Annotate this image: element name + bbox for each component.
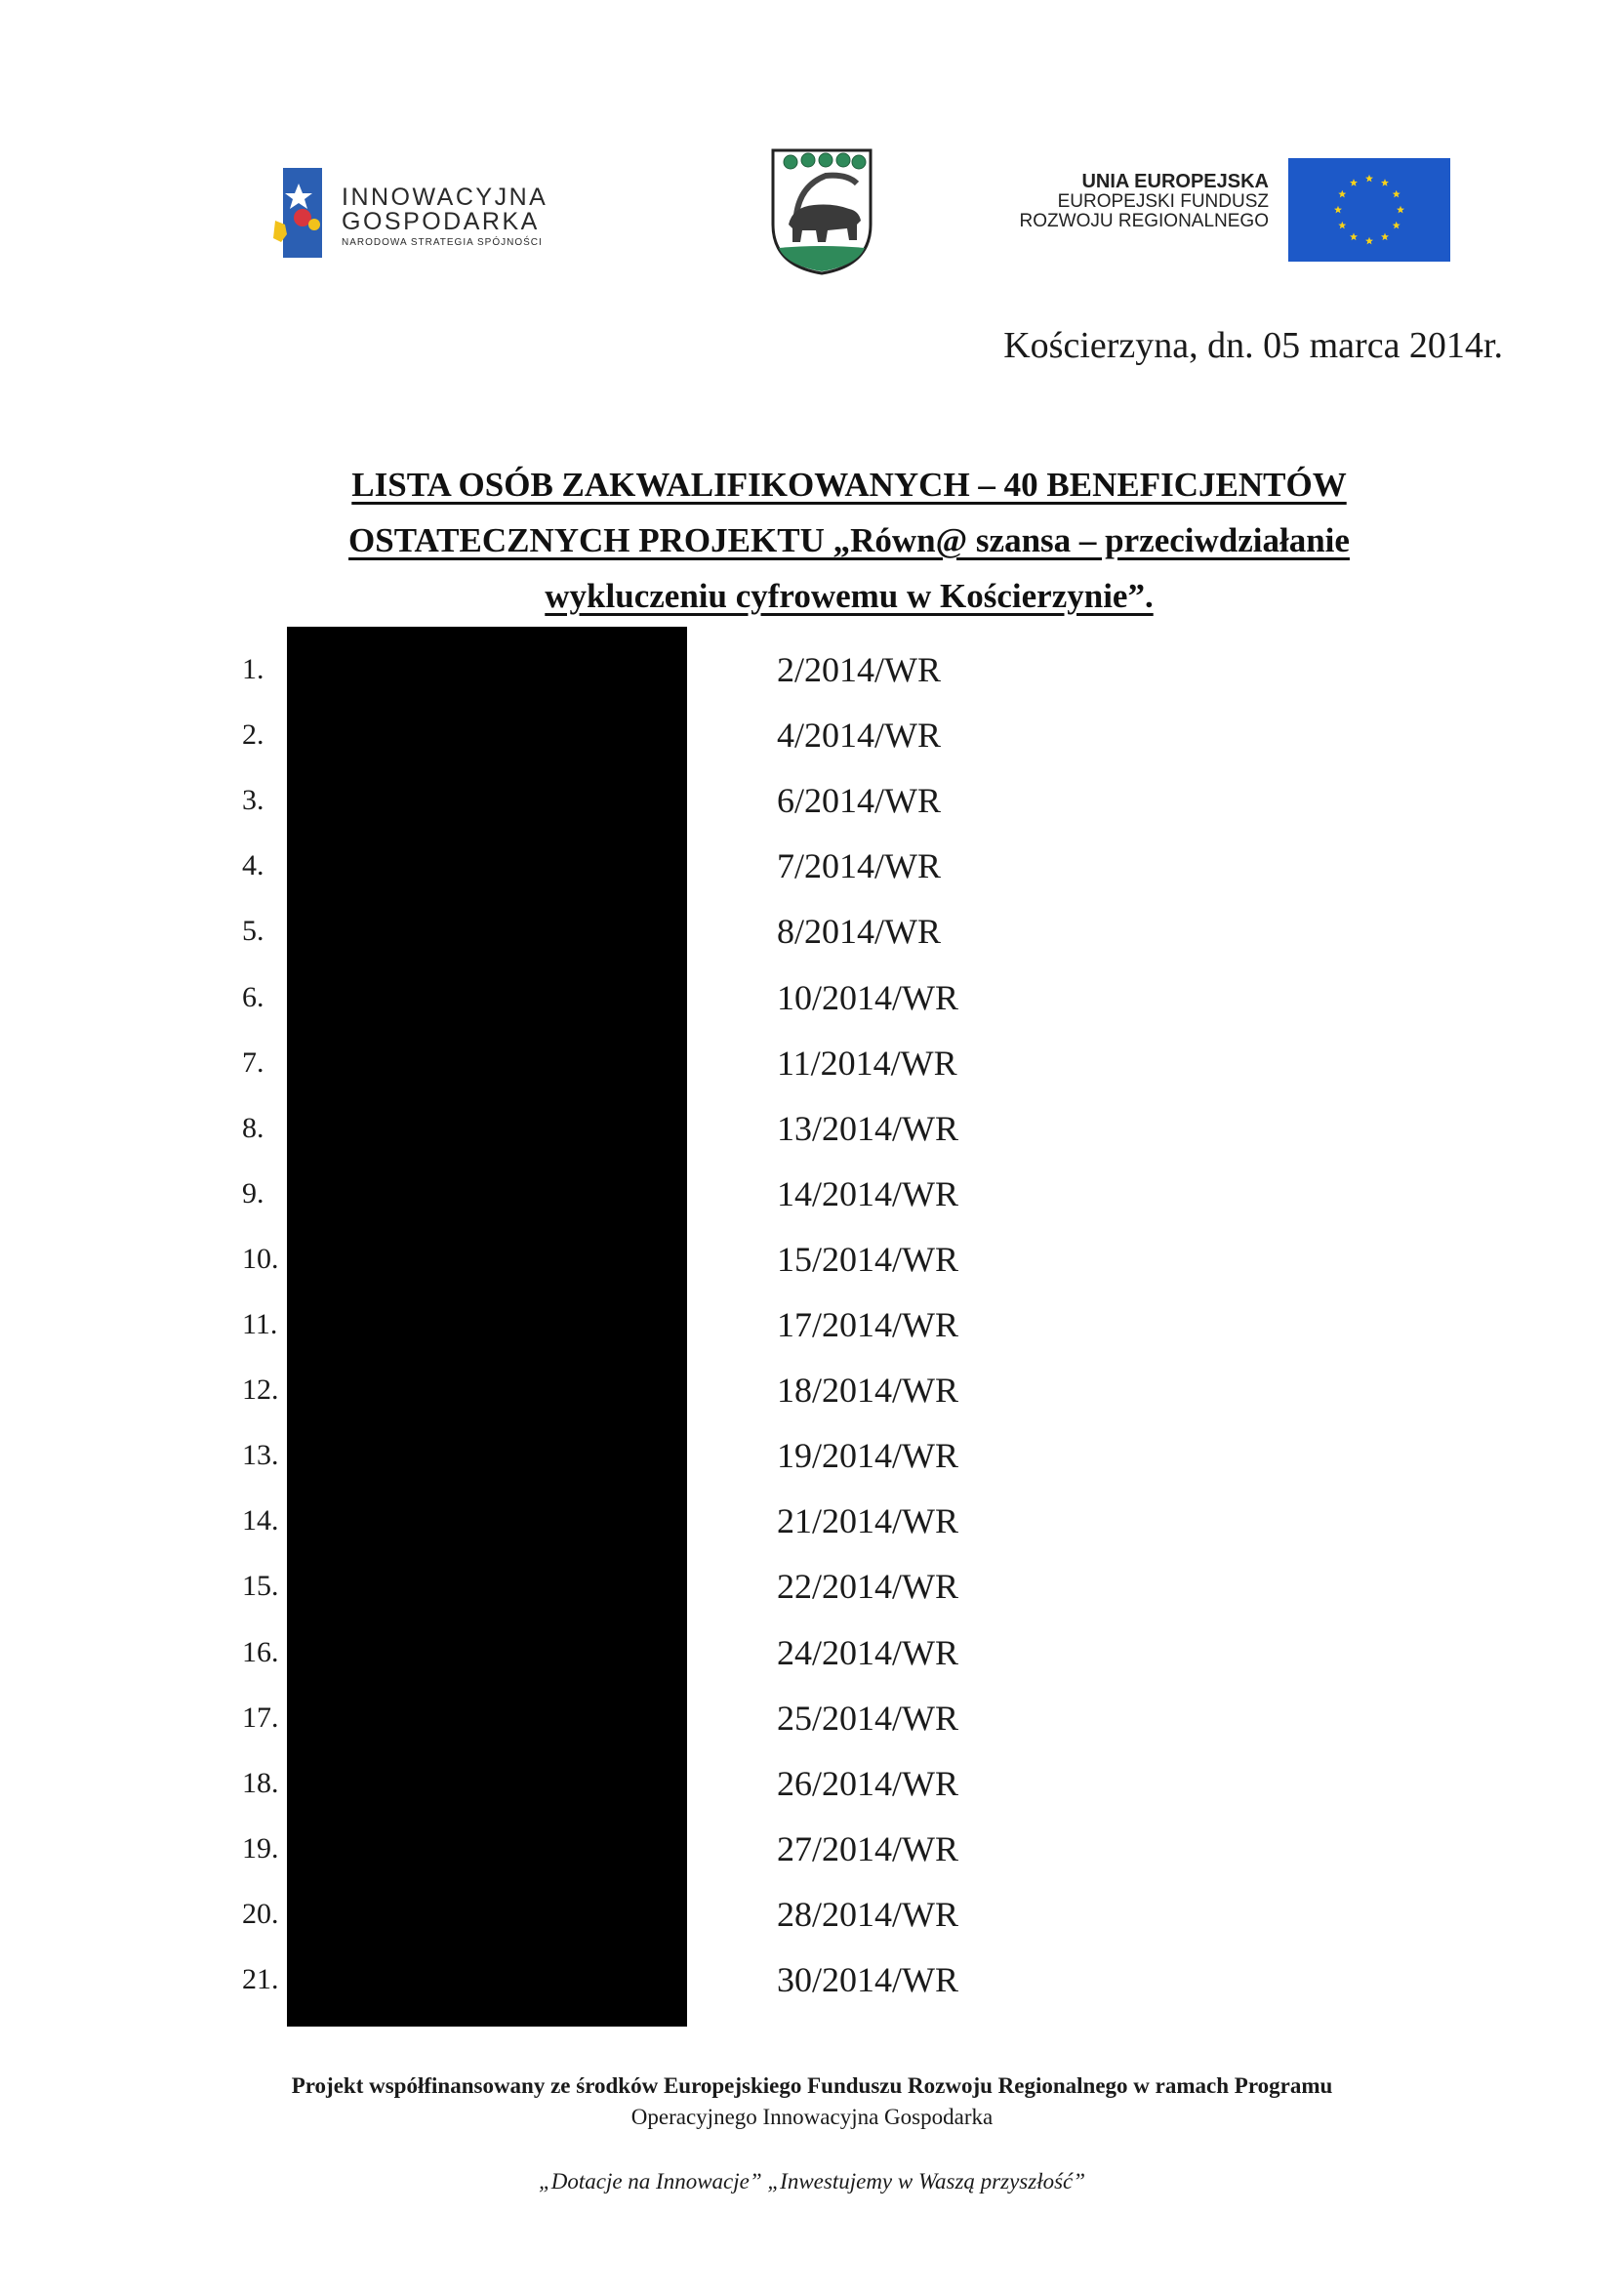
- list-item-code: 17/2014/WR: [777, 1305, 958, 1344]
- list-item-number: 9.: [242, 1177, 264, 1210]
- ig-logo-line3: NARODOWA STRATEGIA SPÓJNOŚCI: [342, 237, 543, 248]
- list-item-number: 17.: [242, 1702, 279, 1734]
- title-line2: OSTATECZNYCH PROJEKTU „Równ@ szansa – przeciwdziałanie: [348, 521, 1350, 559]
- list-item-number: 20.: [242, 1898, 279, 1930]
- eu-line2: EUROPEJSKI FUNDUSZ: [1057, 191, 1269, 212]
- document-date: Kościerzyna, dn. 05 marca 2014r.: [1003, 325, 1503, 366]
- list-item-code: 15/2014/WR: [777, 1240, 958, 1279]
- list-item-code: 21/2014/WR: [777, 1501, 958, 1540]
- footer-cofinancing-line1: Projekt współfinansowany ze środków Europejskiego Funduszu Rozwoju Regionalnego w ramach Programu: [291, 2073, 1333, 2098]
- list-item-code: 26/2014/WR: [777, 1764, 958, 1803]
- list-item-code: 22/2014/WR: [777, 1567, 958, 1606]
- list-item-code: 6/2014/WR: [777, 781, 941, 820]
- list-item-number: 11.: [242, 1308, 278, 1340]
- list-item-code: 10/2014/WR: [777, 978, 958, 1017]
- list-item-number: 13.: [242, 1439, 279, 1471]
- list-item-code: 13/2014/WR: [777, 1109, 958, 1148]
- list-item-code: 18/2014/WR: [777, 1371, 958, 1410]
- list-item-code: 11/2014/WR: [777, 1044, 957, 1083]
- list-item-number: 16.: [242, 1636, 279, 1668]
- list-item-number: 8.: [242, 1112, 264, 1144]
- list-item-number: 7.: [242, 1046, 264, 1079]
- list-item-number: 12.: [242, 1374, 279, 1406]
- list-item-number: 14.: [242, 1504, 279, 1537]
- ig-logo-line1: INNOWACYJNA: [342, 184, 548, 211]
- list-item-number: 5.: [242, 915, 264, 947]
- list-item-code: 8/2014/WR: [777, 912, 941, 951]
- list-item-code: 14/2014/WR: [777, 1174, 958, 1213]
- list-item-number: 15.: [242, 1570, 279, 1602]
- list-item-number: 21.: [242, 1963, 279, 1995]
- list-item-number: 4.: [242, 849, 264, 882]
- list-item-code: 7/2014/WR: [777, 846, 941, 885]
- footer-cofinancing-line2: Operacyjnego Innowacyjna Gospodarka: [630, 2105, 994, 2129]
- list-item-number: 2.: [242, 718, 264, 751]
- list-item-number: 3.: [242, 784, 264, 816]
- footer-slogan: „Dotacje na Innowacje” „Inwestujemy w Waszą przyszłość”: [538, 2169, 1086, 2194]
- list-item-number: 10.: [242, 1243, 279, 1275]
- list-item-code: 28/2014/WR: [777, 1895, 958, 1934]
- list-item-code: 24/2014/WR: [777, 1633, 958, 1672]
- redaction-block: [287, 627, 687, 2027]
- list-item-code: 2/2014/WR: [777, 650, 941, 689]
- title-line1: LISTA OSÓB ZAKWALIFIKOWANYCH – 40 BENEFICJENTÓW: [351, 466, 1347, 504]
- list-item-number: 19.: [242, 1832, 279, 1865]
- list-item-code: 19/2014/WR: [777, 1436, 958, 1475]
- eu-line1: UNIA EUROPEJSKA: [1081, 171, 1269, 192]
- list-item-code: 25/2014/WR: [777, 1699, 958, 1738]
- title-line3: wykluczeniu cyfrowemu w Kościerzynie”.: [545, 577, 1154, 615]
- list-item-code: 30/2014/WR: [777, 1960, 958, 1999]
- list-item-code: 27/2014/WR: [777, 1829, 958, 1868]
- eu-line3: ROZWOJU REGIONALNEGO: [1019, 210, 1269, 231]
- ig-logo-line2: GOSPODARKA: [342, 208, 540, 235]
- list-item-number: 18.: [242, 1767, 279, 1799]
- list-item-code: 4/2014/WR: [777, 716, 941, 755]
- list-item-number: 1.: [242, 653, 264, 685]
- list-item-number: 6.: [242, 981, 264, 1013]
